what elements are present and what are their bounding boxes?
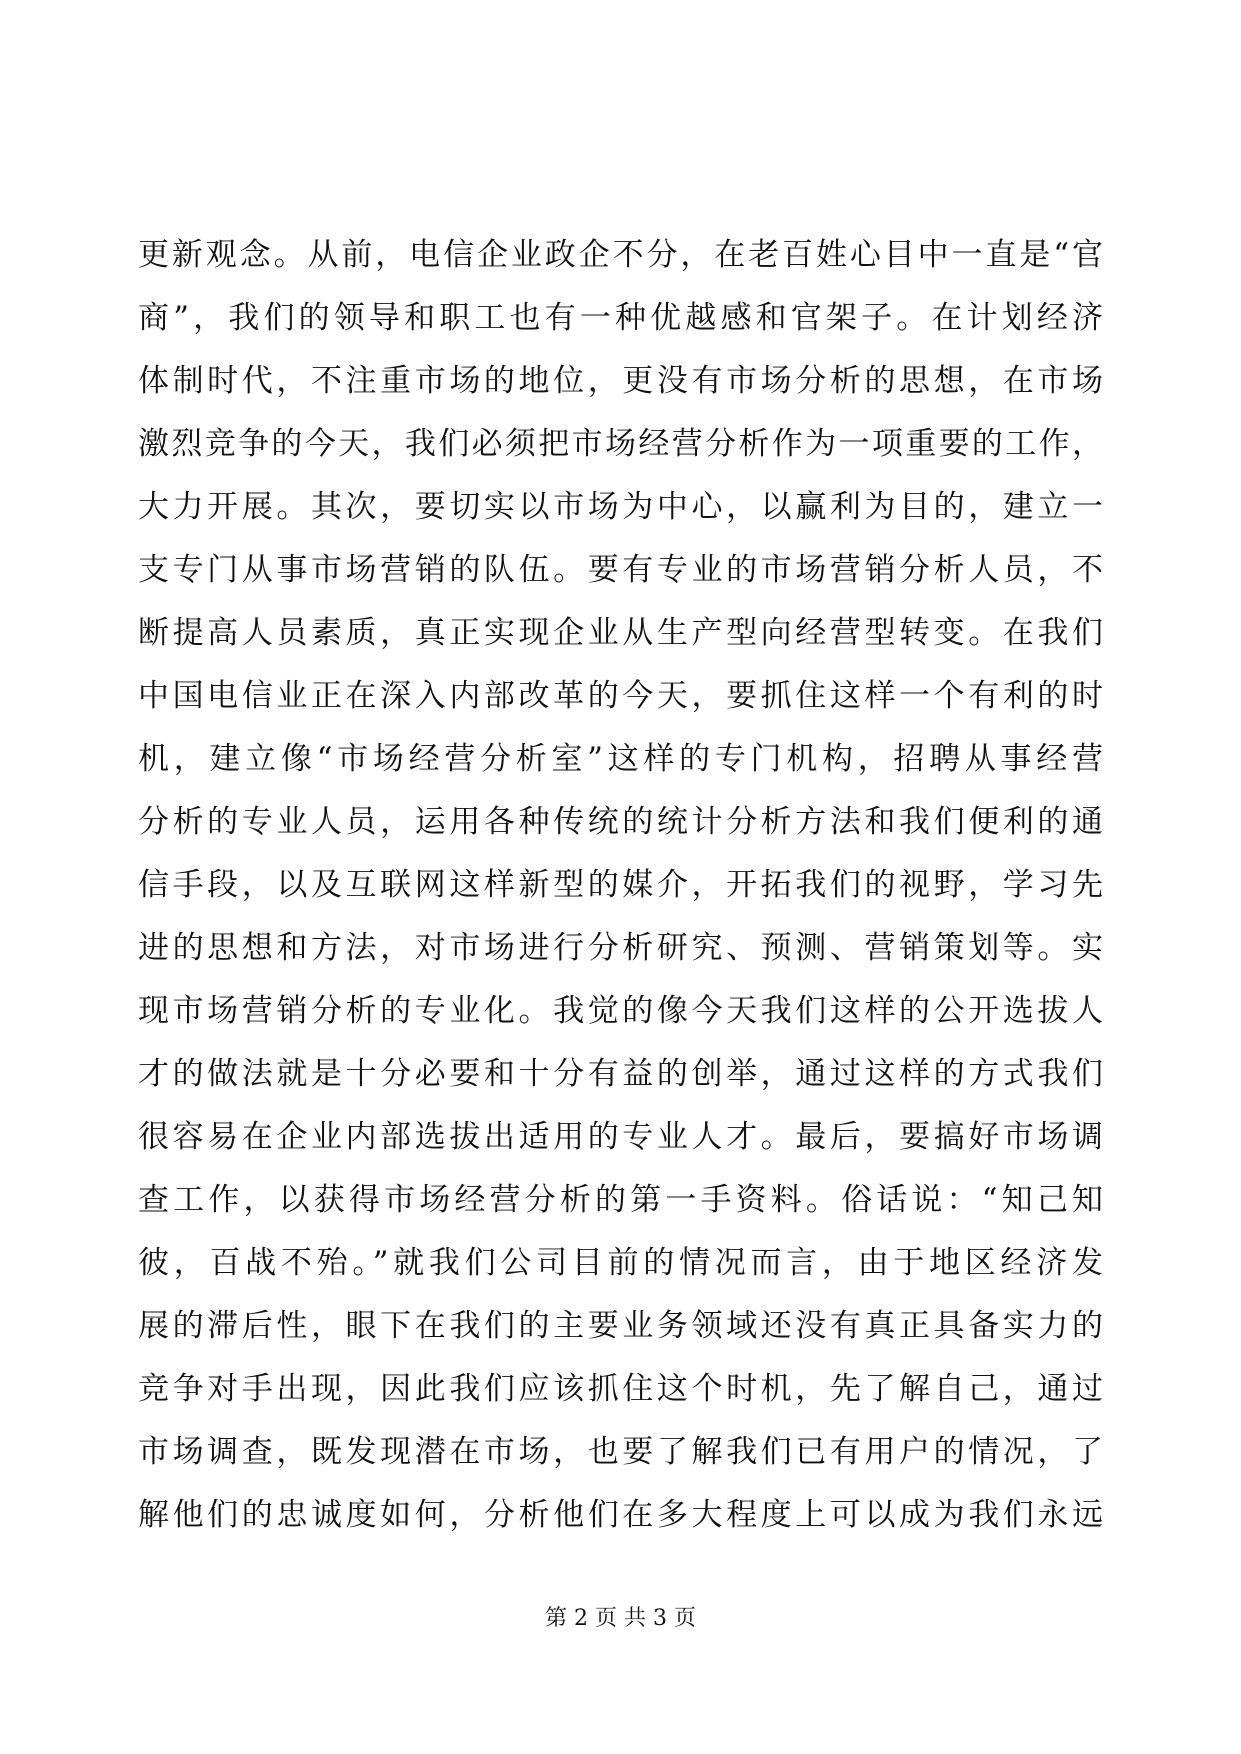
body-line: 支专门从事市场营销的队伍。要有专业的市场营销分析人员，不 <box>138 552 1103 588</box>
body-line: 中国电信业正在深入内部改革的今天，要抓住这样一个有利的时 <box>138 678 1103 714</box>
page-number-footer: 第 2 页 共 3 页 <box>545 1606 696 1631</box>
body-line: 查工作，以获得市场经营分析的第一手资料。俗话说：“知己知 <box>138 1182 1103 1218</box>
body-line: 现市场营销分析的专业化。我觉的像今天我们这样的公开选拔人 <box>138 993 1103 1029</box>
body-line: 体制时代，不注重市场的地位，更没有市场分析的思想，在市场 <box>138 363 1103 399</box>
body-line: 才的做法就是十分必要和十分有益的创举，通过这样的方式我们 <box>138 1056 1103 1092</box>
body-line: 断提高人员素质，真正实现企业从生产型向经营型转变。在我们 <box>138 615 1103 651</box>
body-line: 进的思想和方法，对市场进行分析研究、预测、营销策划等。实 <box>138 930 1103 966</box>
body-line: 分析的专业人员，运用各种传统的统计分析方法和我们便利的通 <box>138 804 1103 840</box>
body-line: 商”，我们的领导和职工也有一种优越感和官架子。在计划经济 <box>138 300 1103 336</box>
body-line: 信手段，以及互联网这样新型的媒介，开拓我们的视野，学习先 <box>138 867 1103 903</box>
body-line: 解他们的忠诚度如何，分析他们在多大程度上可以成为我们永远 <box>138 1497 1103 1533</box>
body-line: 更新观念。从前，电信企业政企不分，在老百姓心目中一直是“官 <box>138 237 1103 273</box>
body-line: 机，建立像“市场经营分析室”这样的专门机构，招聘从事经营 <box>138 741 1103 777</box>
body-line: 市场调查，既发现潜在市场，也要了解我们已有用户的情况，了 <box>138 1434 1103 1470</box>
body-text <box>138 224 1103 1547</box>
body-line: 竞争对手出现，因此我们应该抓住这个时机，先了解自己，通过 <box>138 1371 1103 1407</box>
body-line: 展的滞后性，眼下在我们的主要业务领域还没有真正具备实力的 <box>138 1308 1103 1344</box>
body-line: 彼，百战不殆。”就我们公司目前的情况而言，由于地区经济发 <box>138 1245 1103 1281</box>
body-line: 很容易在企业内部选拔出适用的专业人才。最后，要搞好市场调 <box>138 1119 1103 1155</box>
body-line: 大力开展。其次，要切实以市场为中心，以赢利为目的，建立一 <box>138 489 1103 525</box>
body-line: 激烈竞争的今天，我们必须把市场经营分析作为一项重要的工作， <box>138 426 1103 462</box>
